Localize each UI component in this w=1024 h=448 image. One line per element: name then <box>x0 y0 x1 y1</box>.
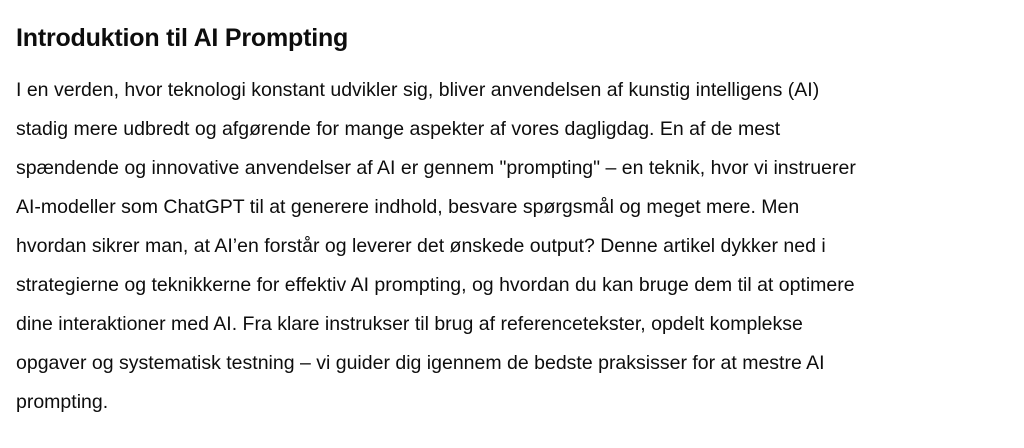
paragraph-line: spændende og innovative anvendelser af AI er gennem "prompting" – en teknik, hvor vi instruerer <box>16 157 856 179</box>
article-title: Introduktion til AI Prompting <box>16 24 349 52</box>
paragraph-line: AI-modeller som ChatGPT til at generere indhold, besvare spørgsmål og meget mere. Men <box>16 196 800 218</box>
paragraph-line: strategierne og teknikkerne for effektiv AI prompting, og hvordan du kan bruge dem til at optimere <box>16 274 855 296</box>
article-paragraph <box>16 71 1010 422</box>
paragraph-line: hvordan sikrer man, at AI’en forstår og leverer det ønskede output? Denne artikel dykker ned i <box>16 235 826 257</box>
paragraph-line: I en verden, hvor teknologi konstant udvikler sig, bliver anvendelsen af kunstig intelligens (AI) <box>16 79 820 101</box>
paragraph-line: prompting. <box>16 391 109 413</box>
paragraph-line: stadig mere udbredt og afgørende for mange aspekter af vores dagligdag. En af de mest <box>16 118 781 140</box>
paragraph-line: opgaver og systematisk testning – vi guider dig igennem de bedste praksisser for at mestre AI <box>16 352 825 374</box>
paragraph-line: dine interaktioner med AI. Fra klare instrukser til brug af referencetekster, opdelt komplekse <box>16 313 803 335</box>
